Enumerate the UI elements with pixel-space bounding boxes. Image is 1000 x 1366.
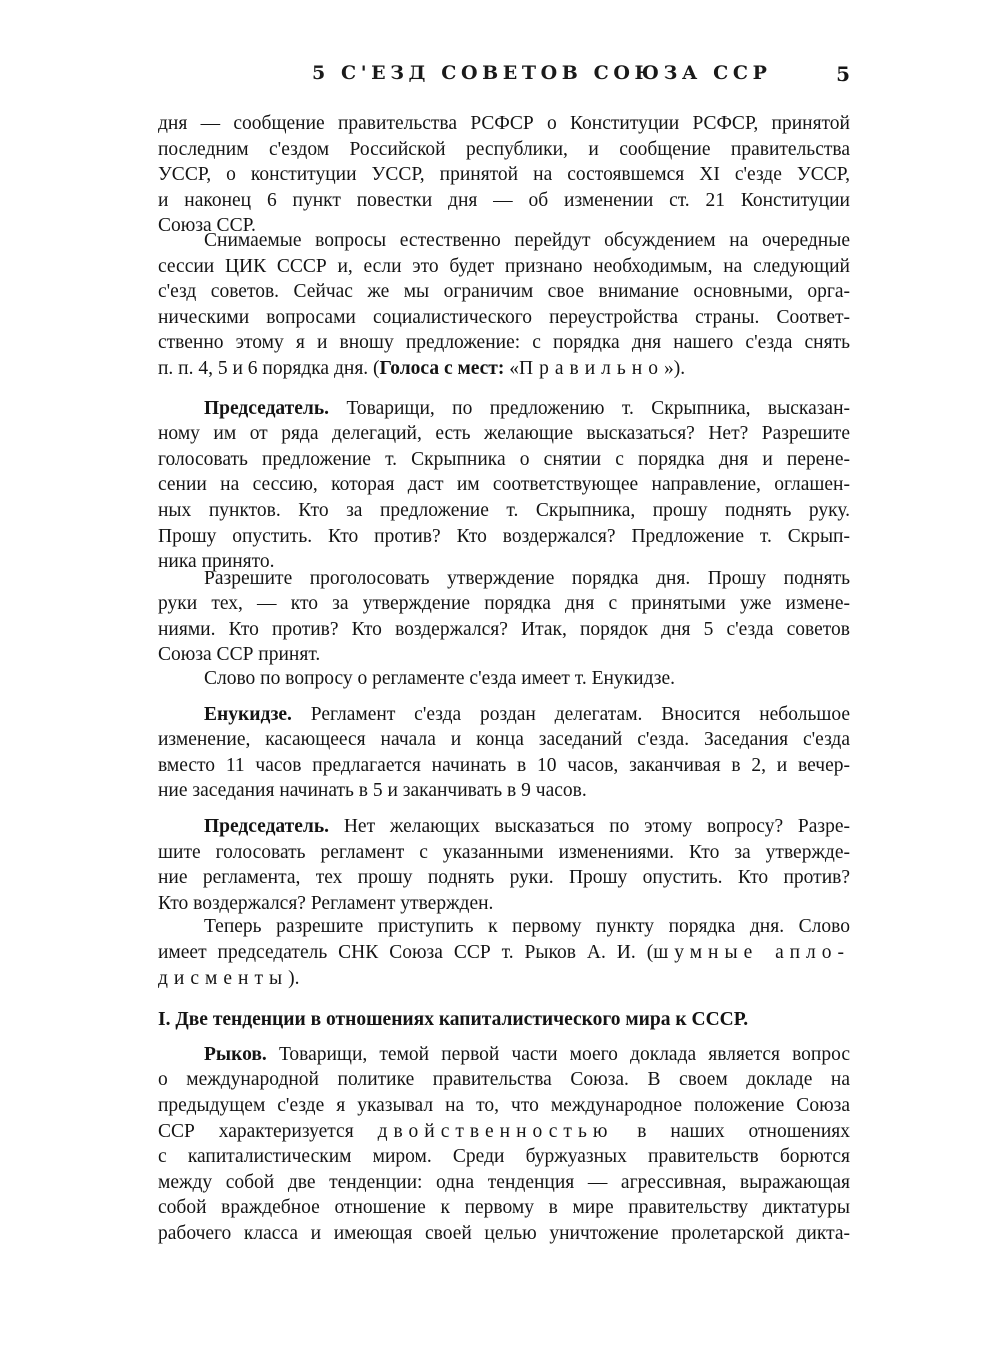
- quote-close: »).: [663, 357, 686, 379]
- paragraph-chairman-1: [158, 396, 850, 575]
- text-line: Союза ССР.: [158, 215, 256, 237]
- paragraph-regulations-floor: [158, 666, 850, 692]
- text-fragment: в наших отношениях: [637, 1120, 850, 1142]
- text-line: с капиталистическим миром. Среди буржуазных правительств борются: [158, 1146, 850, 1168]
- text-fragment: п. п. 4, 5 и 6 порядка дня. (: [158, 357, 380, 379]
- speaker-name: Енукидзе.: [204, 703, 292, 725]
- paragraph-rykov: [158, 1042, 850, 1247]
- text-line: ника принято.: [158, 551, 275, 573]
- text-line: ному им от ряда делегаций, есть желающие высказаться? Нет? Разрешите: [158, 423, 850, 445]
- text-line: и наконец 6 пункт повестки дня — об изменении ст. 21 Конституции: [158, 189, 850, 211]
- paragraph-chairman-2: [158, 814, 850, 916]
- text-line-with-emphasis: [158, 1119, 850, 1145]
- text-line: Кто воздержался? Регламент утвержден.: [158, 892, 494, 914]
- text-line: Разрешите проголосовать утверждение порядка дня. Прошу поднять: [204, 567, 850, 589]
- text-line: Прошу опустить. Кто против? Кто воздержался? Предложение т. Скрып-: [158, 525, 850, 547]
- speaker-name: Председатель.: [204, 816, 330, 838]
- paragraph-first-item: [158, 914, 850, 991]
- text-line: шите голосовать регламент с указанными изменениями. Кто за утвержде-: [158, 841, 850, 863]
- text-line: вместо 11 часов предлагается начинать в 10 часов, заканчивая в 2, и вечер-: [158, 754, 850, 776]
- text-line: рабочего класса и имеющая своей целью уничтожение пролетарской дикта-: [158, 1222, 850, 1244]
- audience-remark: Голоса с мест:: [379, 357, 505, 379]
- text-line: Слово по вопросу о регламенте с'езда имеет т. Енукидзе.: [204, 668, 675, 690]
- quote-open: «: [504, 357, 519, 379]
- speaker-name: Рыков.: [204, 1043, 267, 1065]
- text-line: Теперь разрешите приступить к первому пункту порядка дня. Слово: [204, 916, 850, 938]
- text-line: ственно этому я и вношу предложение: с порядка дня нашего с'езда снять: [158, 332, 850, 354]
- running-title: 5 С'ЕЗД СОВЕТОВ СОЮЗА ССР: [312, 62, 772, 84]
- text-line: ние регламента, тех прошу поднять руки. Прошу опустить. Кто против?: [158, 867, 850, 889]
- body-text: [158, 111, 850, 1247]
- text-line: изменение, касающееся начала и конца заседаний с'езда. Заседания с'езда: [158, 729, 850, 751]
- spaced-emphasis: шумные апло-: [653, 942, 850, 963]
- text-line: УССР, о конституции УССР, принятой на состоявшемся XI с'езде УССР,: [158, 164, 850, 186]
- text-line: сессии ЦИК СССР и, если это будет признано необходимым, на следующий: [158, 255, 850, 277]
- paragraph-agenda-vote: [158, 566, 850, 668]
- spaced-emphasis: дисменты: [158, 967, 289, 989]
- text-fragment: Нет желающих высказаться по этому вопросу? Разре-: [343, 816, 850, 838]
- text-line: голосовать предложение т. Скрыпника о снятии с порядка дня и перене-: [158, 448, 850, 470]
- text-line: ние заседания начинать в 5 и заканчивать в 9 часов.: [158, 780, 587, 802]
- text-line: между собой две тенденции: одна тенденция — агрессивная, выражающая: [158, 1171, 850, 1193]
- section-heading: I. Две тенденции в отношениях капиталистического мира к СССР.: [158, 1009, 749, 1031]
- text-line: Союза ССР принят.: [158, 644, 321, 666]
- text-line: с'езд советов. Сейчас же мы ограничим свое внимание основными, орга-: [158, 281, 850, 303]
- paragraph-continuation: [158, 111, 850, 239]
- text-line-with-remark: [158, 940, 850, 966]
- text-line: Снимаемые вопросы естественно перейдут обсуждением на очередные: [204, 229, 850, 251]
- text-line: сении на сессию, которая даст им соответствующее направление, оглашен-: [158, 474, 850, 496]
- speaker-name: Председатель.: [204, 397, 330, 419]
- text-fragment: ССР характеризуется: [158, 1120, 354, 1142]
- paragraph-enukidze: [158, 702, 850, 804]
- spaced-emphasis: Правильно: [519, 357, 664, 379]
- text-fragment: ).: [288, 967, 300, 989]
- text-line-with-remark: [158, 966, 850, 992]
- text-line: ных пунктов. Кто за предложение т. Скрыпника, прошу поднять руку.: [158, 499, 850, 521]
- spaced-emphasis: двойственностью: [377, 1120, 614, 1142]
- running-head: [158, 62, 850, 92]
- text-line: руки тех, — кто за утверждение порядка дня с принятыми уже измене-: [158, 593, 850, 615]
- text-line: [158, 396, 850, 422]
- text-fragment: Товарищи, темой первой части моего доклада является вопрос: [278, 1043, 850, 1065]
- text-line: собой враждебное отношение к первому в мире правительству диктатуры: [158, 1197, 850, 1219]
- text-fragment: Регламент с'езда роздан делегатам. Вносится небольшое: [310, 703, 851, 725]
- text-line: [158, 1042, 850, 1068]
- text-line: о международной политике правительства Союза. В своем докладе на: [158, 1069, 850, 1091]
- text-line: предыдущем с'езде я указывал на то, что международное положение Союза: [158, 1094, 850, 1116]
- paragraph-agenda-removal: [158, 228, 850, 382]
- text-line: последним с'ездом Российской республики, и сообщение правительства: [158, 138, 850, 160]
- text-line: ническими вопросами социалистического переустройства страны. Соответ-: [158, 306, 850, 328]
- text-line-with-remark: [158, 356, 850, 382]
- text-fragment: Товарищи, по предложению т. Скрыпника, высказан-: [346, 397, 851, 419]
- text-line: [158, 814, 850, 840]
- text-line: ниями. Кто против? Кто воздержался? Итак, порядок дня 5 с'езда советов: [158, 618, 850, 640]
- text-fragment: имеет председатель СНК Союза ССР т. Рыков А. И. (: [158, 942, 654, 963]
- page-number: 5: [836, 62, 850, 86]
- text-line: [158, 702, 850, 728]
- text-line: дня — сообщение правительства РСФСР о Конституции РСФСР, принятой: [158, 113, 850, 134]
